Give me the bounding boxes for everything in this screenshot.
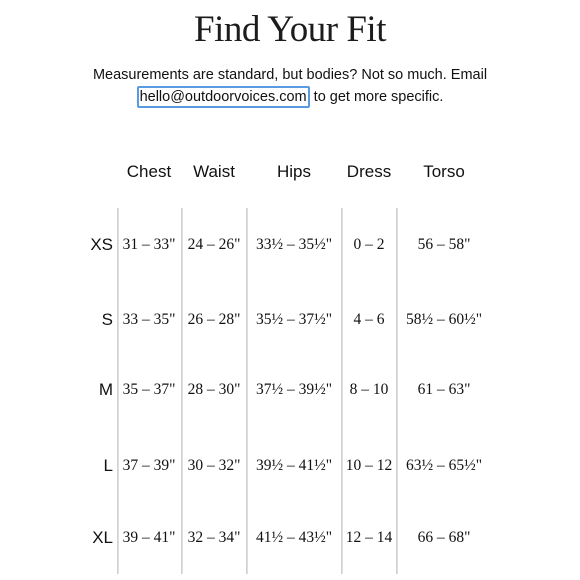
- header-dress: Dress: [346, 162, 392, 181]
- table-cell: 58½ – 60½": [405, 311, 483, 328]
- table-cell: 8 – 10: [349, 381, 389, 398]
- table-cell: 26 – 28": [187, 311, 241, 328]
- table-cell: 35 – 37": [122, 381, 176, 398]
- header-waist: Waist: [193, 162, 235, 181]
- size-label-l: L: [103, 456, 113, 475]
- table-cell: 41½ – 43½": [255, 529, 333, 546]
- email-link[interactable]: hello@outdoorvoices.com: [137, 86, 310, 108]
- table-cell: 39½ – 41½": [255, 457, 333, 474]
- table-cell: 12 – 14: [345, 529, 393, 546]
- header-torso: Torso: [423, 162, 465, 181]
- table-cell: 63½ – 65½": [405, 457, 483, 474]
- intro-line-1: Measurements are standard, but bodies? Not so much. Email: [92, 67, 488, 83]
- table-cell: 30 – 32": [187, 457, 241, 474]
- table-cell: 33½ – 35½": [255, 236, 333, 253]
- table-cell: 4 – 6: [353, 311, 385, 328]
- table-cell: 56 – 58": [417, 236, 471, 253]
- size-label-m: M: [98, 380, 113, 399]
- table-cell: 0 – 2: [353, 236, 385, 253]
- table-cell: 61 – 63": [417, 381, 471, 398]
- header-chest: Chest: [126, 162, 172, 181]
- table-cell: 33 – 35": [122, 311, 176, 328]
- table-cell: 37 – 39": [122, 457, 176, 474]
- intro-line-2: to get more specific.: [309, 89, 444, 105]
- table-cell: 66 – 68": [417, 529, 471, 546]
- size-label-xs: XS: [90, 235, 113, 254]
- table-cell: 39 – 41": [122, 529, 176, 546]
- size-label-xl: XL: [92, 528, 113, 547]
- table-cell: 10 – 12: [345, 457, 393, 474]
- table-cell: 32 – 34": [187, 529, 241, 546]
- table-cell: 24 – 26": [187, 236, 241, 253]
- header-hips: Hips: [276, 162, 311, 181]
- table-cell: 35½ – 37½": [255, 311, 333, 328]
- page-title: Find Your Fit: [194, 9, 386, 50]
- intro-text: [0, 64, 580, 108]
- table-cell: 37½ – 39½": [255, 381, 333, 398]
- size-label-s: S: [101, 310, 113, 329]
- table-cell: 31 – 33": [122, 236, 176, 253]
- table-cell: 28 – 30": [187, 381, 241, 398]
